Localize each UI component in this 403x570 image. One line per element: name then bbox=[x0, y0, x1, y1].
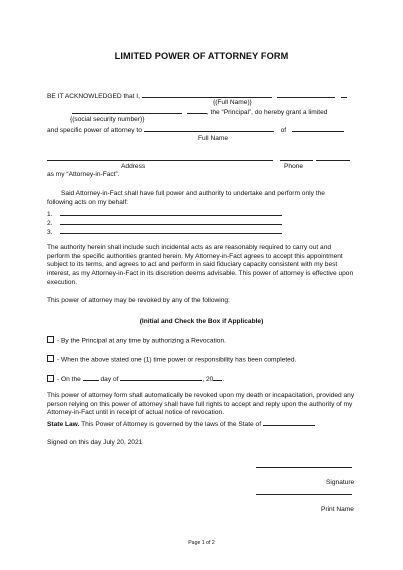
state-law-label: State Law. bbox=[47, 421, 80, 428]
option-1-text: - By the Principal at any time by authorizing a Revocation. bbox=[57, 337, 226, 345]
principal-name-field[interactable] bbox=[142, 91, 272, 98]
ssn-extra-field[interactable] bbox=[187, 107, 207, 114]
revoke-intro: This power of attorney may be revoked by any of the following: bbox=[47, 297, 230, 304]
option-2-checkbox[interactable] bbox=[47, 355, 54, 362]
print-name-label: Print Name bbox=[321, 506, 354, 513]
principal-text: , the “Principal”, do hereby grant a limited bbox=[206, 109, 328, 116]
ssn-placeholder: {(social security number)} bbox=[70, 116, 145, 123]
act-item-3 bbox=[47, 227, 282, 238]
state-law-line bbox=[47, 419, 315, 430]
option-1-checkbox[interactable] bbox=[47, 336, 54, 343]
phone-caption: Phone bbox=[284, 163, 304, 170]
act-field[interactable] bbox=[60, 209, 282, 216]
option-3-year-label: , 20 bbox=[202, 376, 214, 383]
phone-field[interactable] bbox=[280, 160, 313, 161]
revoke-option-3: - On the day of , 20 . bbox=[47, 374, 224, 385]
ssn-field[interactable] bbox=[72, 107, 182, 114]
attorney-name-field[interactable] bbox=[144, 125, 274, 132]
act-number: 2. bbox=[47, 220, 53, 227]
auto-revoke-paragraph: This power of attorney form shall automatically be revoked upon my death or incapacitation, provided any person relying on this power of attorney shall have full rights to accept and reply upon the authority of my Attorney-in-Fact until in receipt of actual notice of revocation. bbox=[47, 392, 355, 417]
option-3-on: - On the bbox=[57, 376, 81, 383]
act-field[interactable] bbox=[60, 227, 282, 234]
ack-line bbox=[47, 91, 347, 102]
option-3-year-field[interactable] bbox=[213, 374, 222, 381]
option-3-day-label: day of bbox=[100, 376, 119, 383]
option-3-checkbox[interactable] bbox=[47, 375, 54, 382]
incidental-paragraph: The authority herein shall include such incidental acts as are reasonably required to carry out and perform the specific authorities granted herein. My Attorney-in-Fact agrees to accept this appointment subject to its terms, and agrees to act and perform in said fiduciary capacity consistent with my best interest, as my Attorney-in-Fact in its discretion deems advisable. This power of attorney is effective upon execution. bbox=[47, 244, 354, 286]
specific-poa-prefix: and specific power of attorney to bbox=[47, 127, 142, 134]
signature-field[interactable] bbox=[256, 467, 352, 468]
specific-poa-line bbox=[47, 125, 344, 136]
revoke-option-2 bbox=[47, 355, 296, 365]
full-name-caption: Full Name bbox=[198, 135, 229, 142]
option-3-month-field[interactable] bbox=[120, 374, 202, 381]
act-field[interactable] bbox=[60, 218, 282, 225]
print-name-field[interactable] bbox=[256, 494, 352, 495]
address-field[interactable] bbox=[47, 160, 273, 161]
ack-prefix: BE IT ACKNOWLEDGED that I, bbox=[47, 93, 140, 100]
phone-extra-field[interactable] bbox=[316, 160, 350, 161]
full-name-placeholder: {(Full Name)} bbox=[213, 99, 252, 106]
act-number: 3. bbox=[47, 229, 53, 236]
address-caption: Address bbox=[121, 163, 146, 170]
initial-heading: (Initial and Check the Box if Applicable) bbox=[139, 318, 264, 325]
signature-label: Signature bbox=[326, 479, 355, 486]
of-label: of bbox=[280, 127, 287, 134]
option-3-day-field[interactable] bbox=[83, 374, 99, 381]
revoke-option-1 bbox=[47, 336, 226, 346]
state-field[interactable] bbox=[263, 419, 315, 426]
act-number: 1. bbox=[47, 211, 53, 218]
attorney-of-field[interactable] bbox=[292, 125, 344, 132]
principal-suffix-field[interactable] bbox=[341, 91, 347, 98]
as-my-text: as my “Attorney-in-Fact”. bbox=[47, 171, 120, 178]
principal-extra-field[interactable] bbox=[277, 91, 335, 98]
option-2-text: - When the above stated one (1) time power or responsibility has been completed. bbox=[57, 356, 297, 364]
document-title: LIMITED POWER OF ATTORNEY FORM bbox=[114, 51, 289, 61]
state-law-text: This Power of Attorney is governed by the laws of the State of bbox=[81, 421, 262, 428]
page-footer: Page 1 of 2 bbox=[188, 540, 215, 546]
signed-text: Signed on this day July 20, 2021 bbox=[47, 439, 143, 446]
authority-paragraph: Said Attorney-in-Fact shall have full power and authority to undertake and perform only the following acts on my behalf: bbox=[47, 190, 325, 206]
